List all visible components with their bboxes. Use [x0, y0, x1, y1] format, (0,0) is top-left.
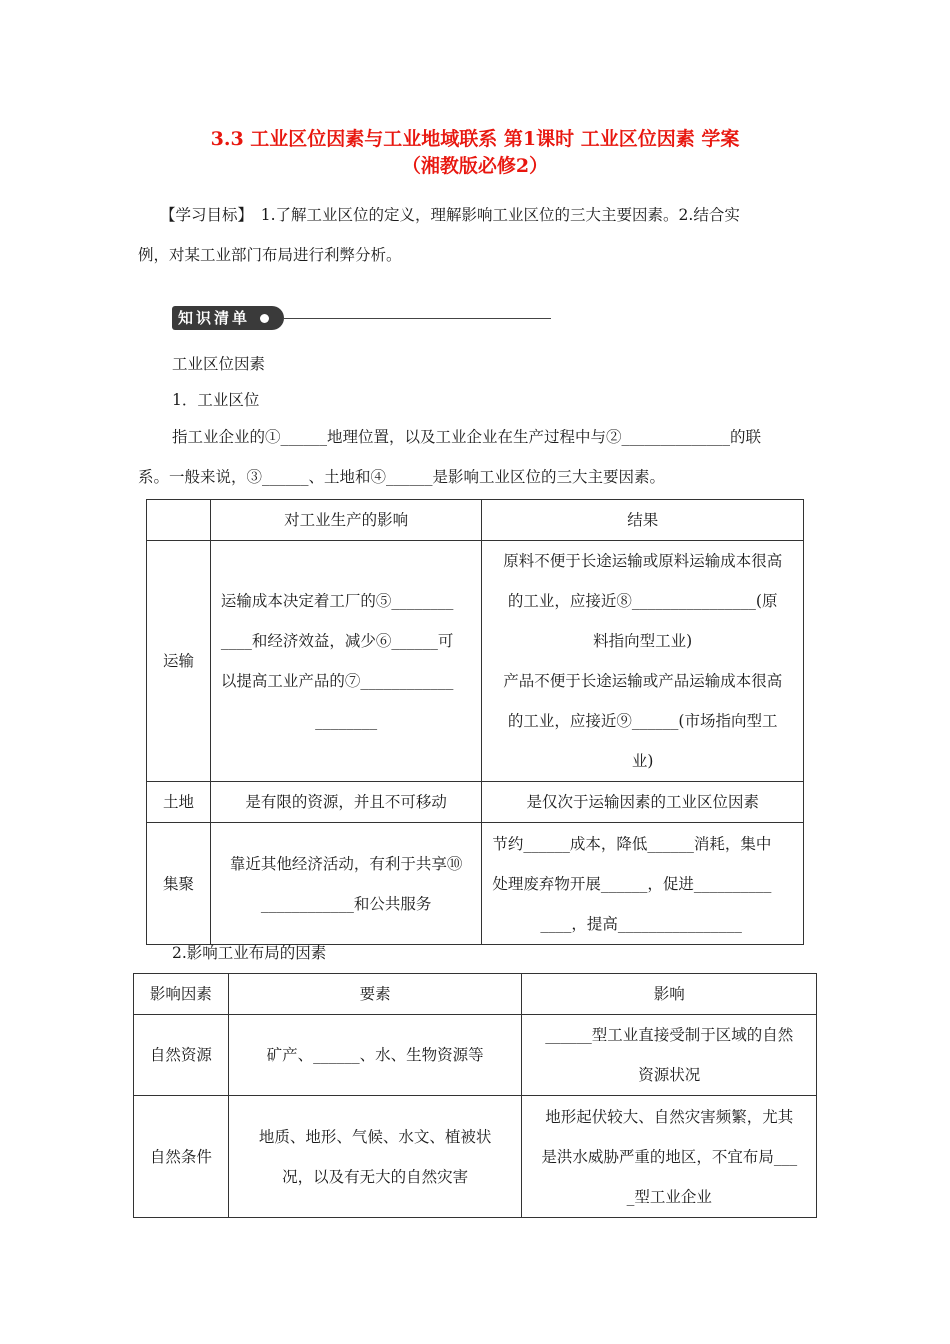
- subheading-1: 1．工业区位: [172, 391, 260, 409]
- factor-cell: 自然资源: [134, 1015, 229, 1096]
- table-row: [147, 541, 804, 782]
- impact-cell: [522, 1096, 817, 1218]
- subheading-2: 2.影响工业布局的因素: [172, 944, 327, 962]
- impact-cell: [522, 1015, 817, 1096]
- cell-line: ________: [315, 712, 378, 730]
- paragraph-line-2: 系。一般来说，③______、土地和④______是影响工业区位的三大主要因素。: [138, 468, 666, 486]
- elements-cell: [228, 1096, 522, 1218]
- cell-line: ____，提高________________: [540, 914, 742, 933]
- cell-line: 处理废弃物开展______，促进__________: [492, 874, 772, 893]
- header-cell: 结果: [482, 500, 804, 541]
- table-row: [134, 1096, 817, 1218]
- title-line-2: （湘教版必修2）: [401, 155, 549, 177]
- table-row: [134, 1015, 817, 1096]
- impact-cell: 是有限的资源，并且不可移动: [210, 782, 482, 823]
- table-layout-factors: [133, 973, 817, 1218]
- elements-cell: 矿产、______、水、生物资源等: [228, 1015, 522, 1096]
- impact-cell: [210, 541, 482, 782]
- section-badge-label: 知识清单: [178, 309, 251, 327]
- cell-line: 运输成本决定着工厂的⑤________: [220, 592, 454, 610]
- cell-line: 原料不便于长途运输或原料运输成本很高: [503, 552, 783, 570]
- table-header-row: [134, 974, 817, 1015]
- impact-cell: [210, 823, 482, 945]
- cell-line: 地质、地形、气候、水文、植被状: [258, 1127, 492, 1146]
- cell-line: 节约______成本，降低______消耗，集中: [492, 834, 772, 853]
- table-row: [147, 782, 804, 823]
- cell-line: 业): [631, 752, 654, 770]
- section-heading: 工业区位因素: [172, 355, 266, 373]
- objectives-line-2: 例，对某工业部门布局进行利弊分析。: [138, 246, 402, 264]
- header-cell: 影响: [522, 974, 817, 1015]
- factor-cell: 自然条件: [134, 1096, 229, 1218]
- badge-dot-icon: [260, 314, 269, 323]
- cell-line: 地形起伏较大、自然灾害频繁，尤其: [545, 1107, 794, 1126]
- cell-line: 况，以及有无大的自然灾害: [282, 1167, 469, 1186]
- result-cell: [482, 823, 804, 945]
- cell-line: 料指向型工业): [593, 632, 693, 650]
- cell-line: 以提高工业产品的⑦____________: [220, 672, 454, 690]
- cell-line: 靠近其他经济活动，有利于共享⑩: [229, 854, 463, 873]
- cell-line: 资源状况: [638, 1066, 701, 1084]
- title-line-1: 3.3 工业区位因素与工业地域联系 第1课时 工业区位因素 学案: [210, 128, 740, 150]
- result-cell: 是仅次于运输因素的工业区位因素: [482, 782, 804, 823]
- header-cell: [147, 500, 211, 541]
- factor-cell: 运输: [147, 541, 211, 782]
- cell-line: ____________和公共服务: [260, 894, 432, 913]
- header-cell: 对工业生产的影响: [210, 500, 482, 541]
- factor-cell: 土地: [147, 782, 211, 823]
- cell-line: 是洪水威胁严重的地区，不宜布局___: [541, 1147, 798, 1166]
- table-transport-factors: [146, 499, 804, 945]
- cell-line: 的工业，应接近⑧________________(原: [507, 592, 778, 610]
- header-cell: 要素: [228, 974, 522, 1015]
- header-cell: 影响因素: [134, 974, 229, 1015]
- table-row: [147, 823, 804, 945]
- cell-line: 产品不便于长途运输或产品运输成本很高: [503, 672, 783, 690]
- cell-line: ______型工业直接受制于区域的自然: [545, 1026, 794, 1044]
- cell-line: ____和经济效益，减少⑥______可: [220, 632, 454, 650]
- objectives-line-1: 【学习目标】 1.了解工业区位的定义，理解影响工业区位的三大主要因素。2.结合实: [160, 206, 740, 224]
- cell-line: 的工业，应接近⑨______(市场指向型工: [507, 712, 778, 730]
- section-rule: [284, 318, 551, 319]
- factor-cell: 集聚: [147, 823, 211, 945]
- cell-line: _型工业企业: [626, 1187, 712, 1206]
- result-cell: [482, 541, 804, 782]
- paragraph-line-1: 指工业企业的①______地理位置，以及工业企业在生产过程中与②______________的联: [172, 428, 762, 446]
- table-header-row: [147, 500, 804, 541]
- section-badge: [172, 306, 284, 330]
